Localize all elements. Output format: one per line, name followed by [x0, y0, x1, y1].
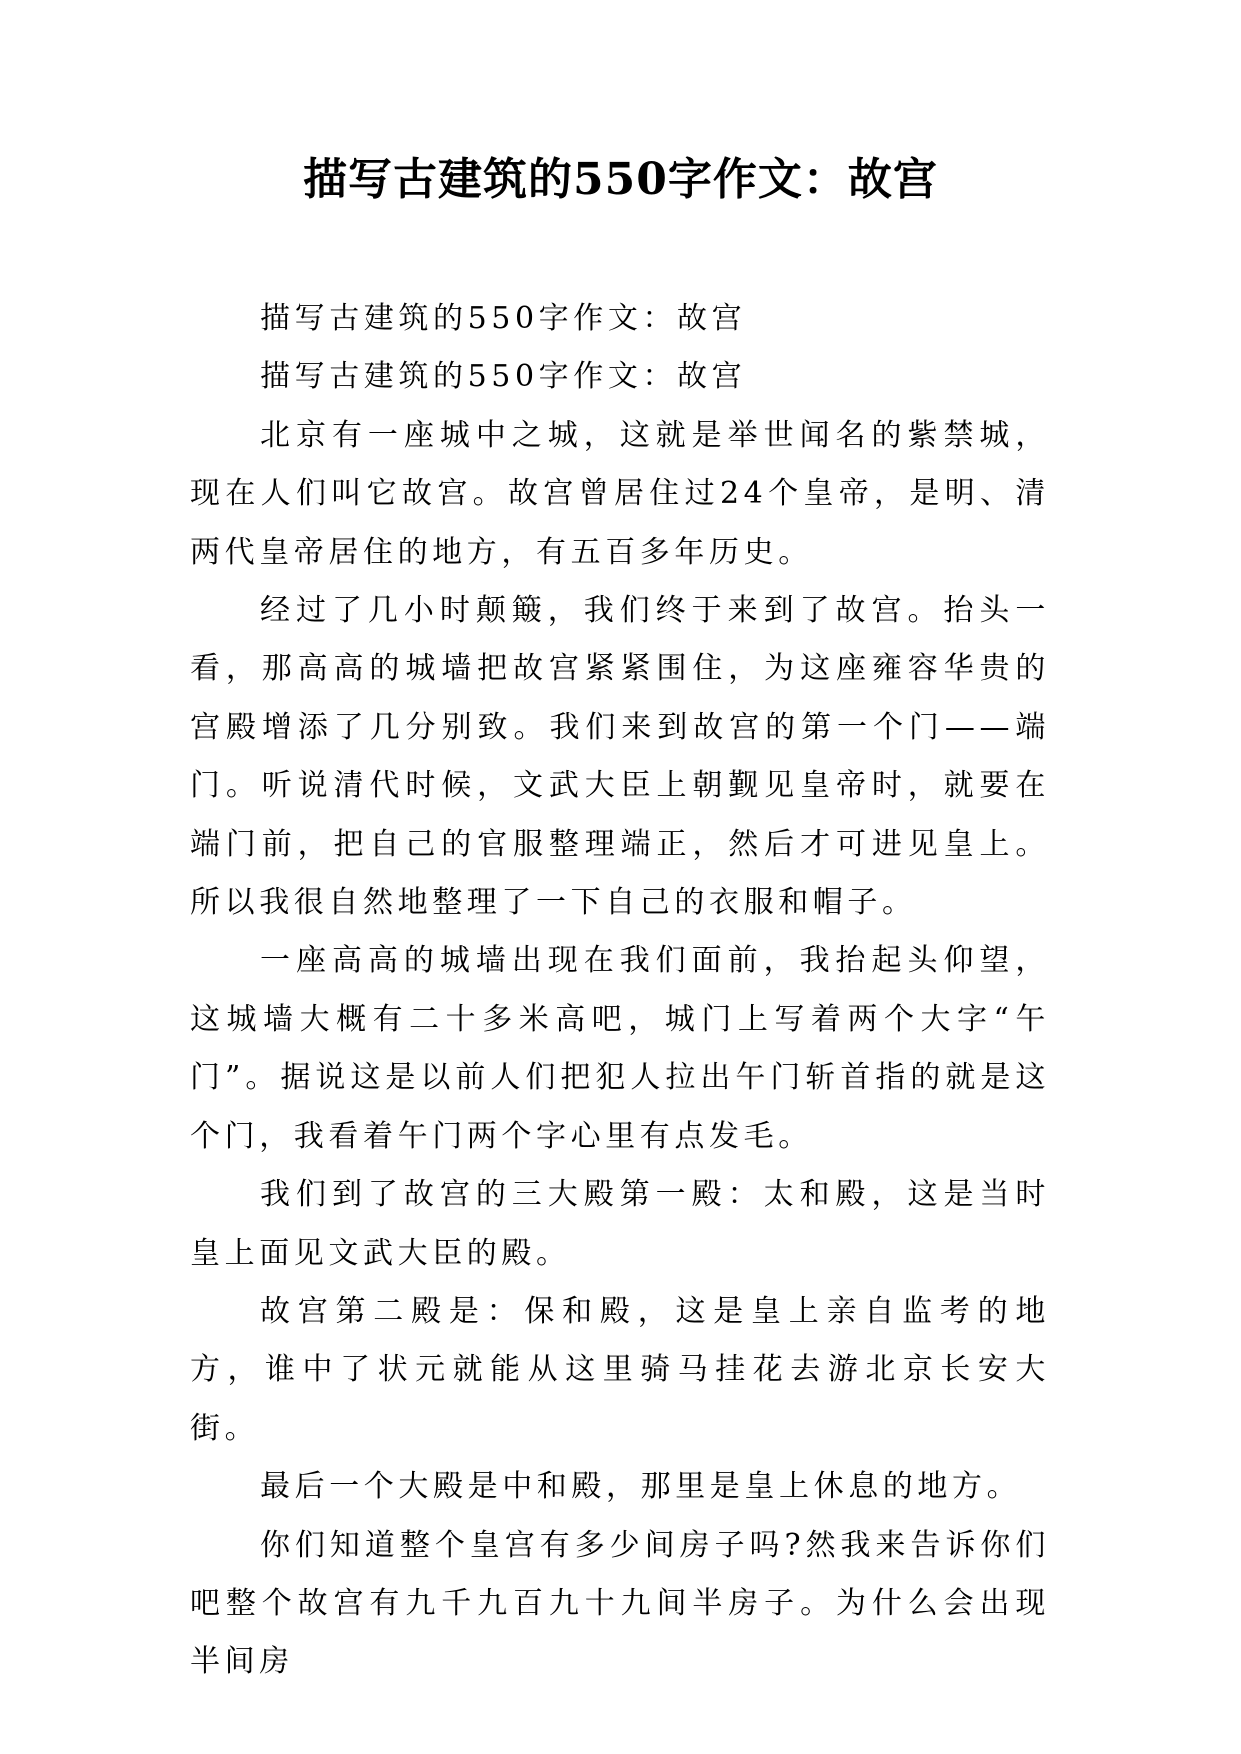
paragraph: 我们到了故宫的三大殿第一殿：太和殿，这是当时皇上面见文武大臣的殿。 — [190, 1177, 1050, 1271]
paragraph: 描写古建筑的550字作文：故宫 — [260, 301, 747, 336]
paragraph: 最后一个大殿是中和殿，那里是皇上休息的地方。 — [260, 1469, 1022, 1505]
document-title: 描写古建筑的550字作文：故宫 — [303, 154, 938, 205]
paragraph: 故宫第二殿是：保和殿，这是皇上亲自监考的地方，谁中了状元就能从这里骑马挂花去游北京长安大街。 — [190, 1293, 1050, 1446]
document-body — [190, 290, 1050, 1692]
paragraph: 北京有一座城中之城，这就是举世闻名的紫禁城，现在人们叫它故宫。故宫曾居住过24个皇帝，是明、清两代皇帝居住的地方，有五百多年历史。 — [190, 417, 1050, 570]
paragraph: 一座高高的城墙出现在我们面前，我抬起头仰望，这城墙大概有二十多米高吧，城门上写着两个大字“午门”。据说这是以前人们把犯人拉出午门斩首指的就是这个门，我看着午门两个字心里有点发毛。 — [190, 943, 1050, 1154]
paragraph: 描写古建筑的550字作文：故宫 — [260, 359, 747, 395]
paragraph: 你们知道整个皇宫有多少间房子吗?然我来告诉你们吧整个故宫有九千九百九十九间半房子。为什么会出现半间房 — [190, 1527, 1050, 1680]
paragraph: 经过了几小时颠簸，我们终于来到了故宫。抬头一看，那高高的城墙把故宫紧紧围住，为这座雍容华贵的宫殿增添了几分别致。我们来到故宫的第一个门——端门。听说清代时候，文武大臣上朝觐见皇帝时，就要在端门前，把自己的官服整理端正，然后才可进见皇上。所以我很自然地整理了一下自己的衣服和帽子。 — [190, 593, 1050, 921]
